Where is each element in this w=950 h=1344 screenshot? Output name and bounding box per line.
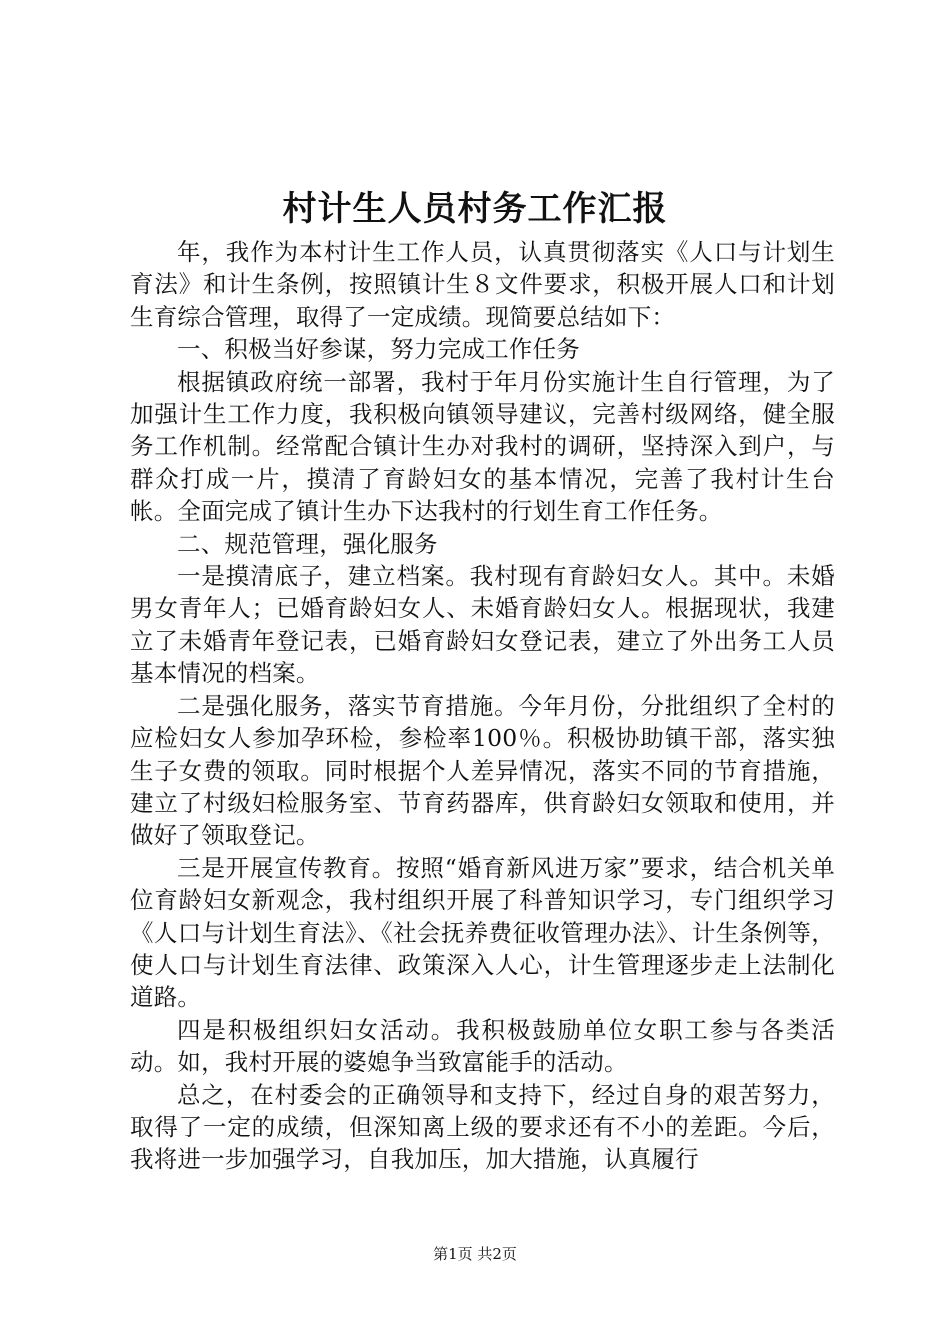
section-heading-2: 二、规范管理，强化服务	[177, 529, 438, 558]
section-heading-1: 一、积极当好参谋，努力完成工作任务	[177, 335, 580, 364]
paragraph-item-4: 四是积极组织妇女活动。我积极鼓励单位女职工参与各类活动。如，我村开展的婆媳争当致富能手的活动。	[130, 1015, 835, 1077]
page-footer: 第1页 共2页	[433, 1245, 517, 1263]
paragraph-item-1: 一是摸清底子，建立档案。我村现有育龄妇女人。其中。未婚男女青年人；已婚育龄妇女人、未婚育龄妇女人。根据现状，我建立了未婚青年登记表，已婚育龄妇女登记表，建立了外出务工人员基本情况的档案。	[130, 562, 835, 688]
paragraph-intro: 年，我作为本村计生工作人员，认真贯彻落实《人口与计划生育法》和计生条例，按照镇计生８文件要求，积极开展人口和计划生育综合管理，取得了一定成绩。现简要总结如下：	[130, 238, 835, 331]
document-title: 村计生人员村务工作汇报	[282, 189, 668, 229]
paragraph-item-3: 三是开展宣传教育。按照“婚育新风进万家”要求，结合机关单位育龄妇女新观念，我村组织开展了科普知识学习，专门组织学习《人口与计划生育法》、《社会抚养费征收管理办法》、计生条例等，使人口与计划生育法律、政策深入人心，计生管理逐步走上法制化道路。	[130, 853, 835, 1012]
paragraph-item-2: 二是强化服务，落实节育措施。今年月份，分批组织了全村的应检妇女人参加孕环检，参检率100％。积极协助镇干部，落实独生子女费的领取。同时根据个人差异情况，落实不同的节育措施，建立了村级妇检服务室、节育药器库，供育龄妇女领取和使用，并做好了领取登记。	[130, 691, 835, 850]
paragraph-conclusion: 总之，在村委会的正确领导和支持下，经过自身的艰苦努力，取得了一定的成绩，但深知离上级的要求还有不小的差距。今后，我将进一步加强学习，自我加压，加大措施，认真履行	[130, 1080, 835, 1174]
document-body	[130, 236, 835, 1176]
paragraph-section-1: 根据镇政府统一部署，我村于年月份实施计生自行管理，为了加强计生工作力度，我积极向镇领导建议，完善村级网络，健全服务工作机制。经常配合镇计生办对我村的调研，坚持深入到户，与群众打成一片，摸清了育龄妇女的基本情况，完善了我村计生台帐。全面完成了镇计生办下达我村的行划生育工作任务。	[130, 367, 835, 526]
